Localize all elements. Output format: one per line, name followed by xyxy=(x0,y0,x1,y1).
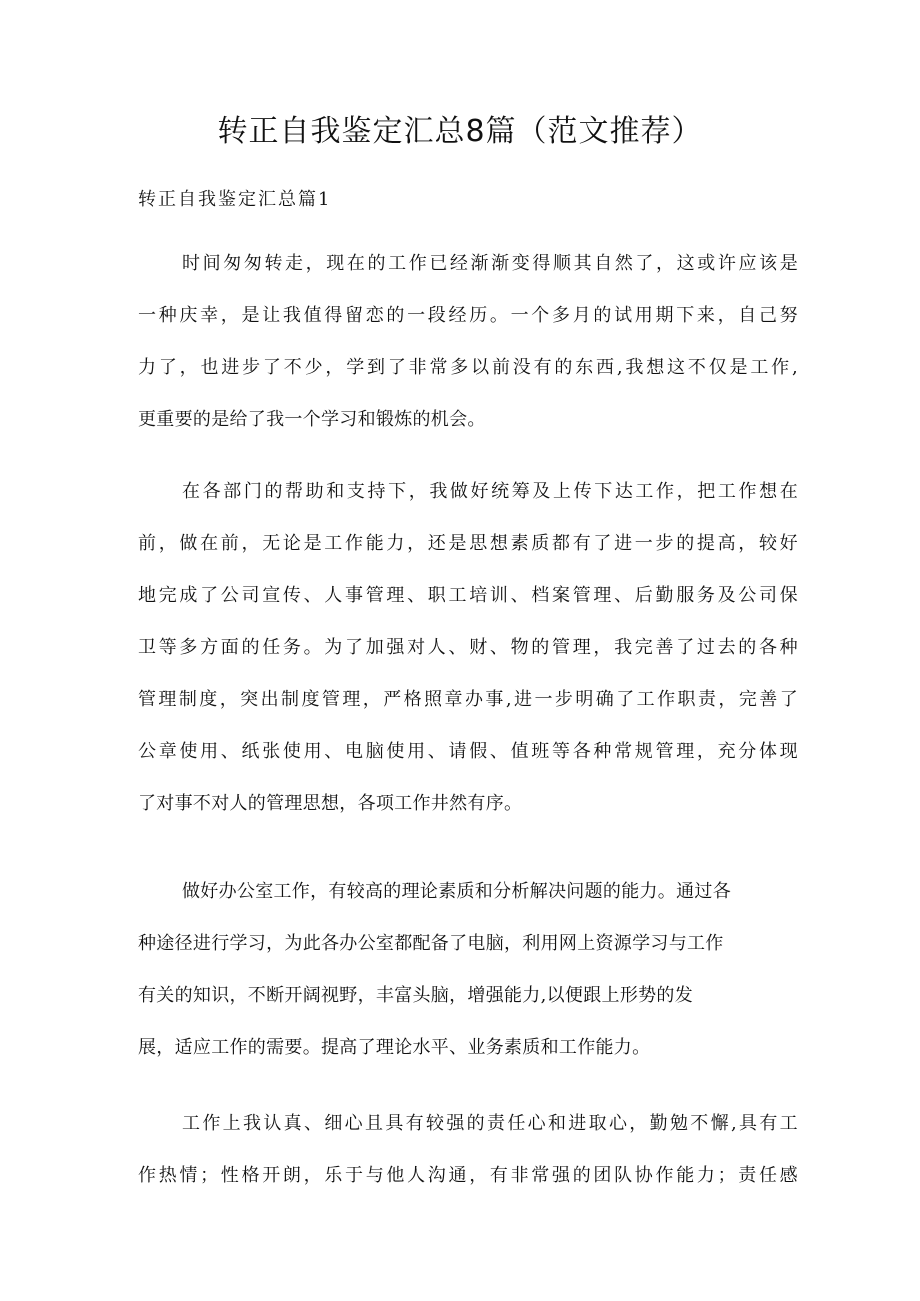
paragraph-line: 做好办公室工作，有较高的理论素质和分析解决问题的能力。通过各 xyxy=(182,881,731,902)
paragraph-line: 公章使用、纸张使用、电脑使用、请假、值班等各种常规管理，充分体现 xyxy=(138,741,798,762)
paragraph-line: 一种庆幸，是让我值得留恋的一段经历。一个多月的试用期下来，自己努 xyxy=(138,305,798,326)
document-title: 转正自我鉴定汇总8篇（范文推荐） xyxy=(217,114,703,149)
paragraph-line: 了对事不对人的管理思想，各项工作井然有序。 xyxy=(138,793,523,814)
paragraph-line: 力了，也进步了不少，学到了非常多以前没有的东西,我想这不仅是工作, xyxy=(138,357,798,378)
paragraph-line: 管理制度，突出制度管理，严格照章办事,进一步明确了工作职责，完善了 xyxy=(138,689,798,710)
paragraph-line: 展，适应工作的需要。提高了理论水平、业务素质和工作能力。 xyxy=(138,1037,651,1058)
paragraph-2 xyxy=(138,466,798,830)
paragraph-line: 工作上我认真、细心且具有较强的责任心和进取心，勤勉不懈,具有工 xyxy=(182,1113,798,1134)
paragraph-line: 作热情；性格开朗，乐于与他人沟通，有非常强的团队协作能力；责任感 xyxy=(138,1165,798,1186)
paragraph-3 xyxy=(138,866,798,1074)
paragraph-line: 地完成了公司宣传、人事管理、职工培训、档案管理、后勤服务及公司保 xyxy=(138,585,798,606)
section-heading: 转正自我鉴定汇总篇1 xyxy=(138,189,332,210)
paragraph-line: 时间匆匆转走，现在的工作已经渐渐变得顺其自然了，这或许应该是 xyxy=(182,253,798,274)
paragraph-1 xyxy=(138,238,798,446)
paragraph-4 xyxy=(138,1098,798,1202)
paragraph-line: 更重要的是给了我一个学习和锻炼的机会。 xyxy=(138,409,486,430)
paragraph-line: 在各部门的帮助和支持下，我做好统筹及上传下达工作，把工作想在 xyxy=(182,481,798,502)
paragraph-line: 有关的知识，不断开阔视野，丰富头脑，增强能力,以便跟上形势的发 xyxy=(138,985,694,1006)
paragraph-line: 前，做在前，无论是工作能力，还是思想素质都有了进一步的提高，较好 xyxy=(138,533,798,554)
paragraph-line: 种途径进行学习，为此各办公室都配备了电脑，利用网上资源学习与工作 xyxy=(138,933,724,954)
paragraph-line: 卫等多方面的任务。为了加强对人、财、物的管理，我完善了过去的各种 xyxy=(138,637,798,658)
